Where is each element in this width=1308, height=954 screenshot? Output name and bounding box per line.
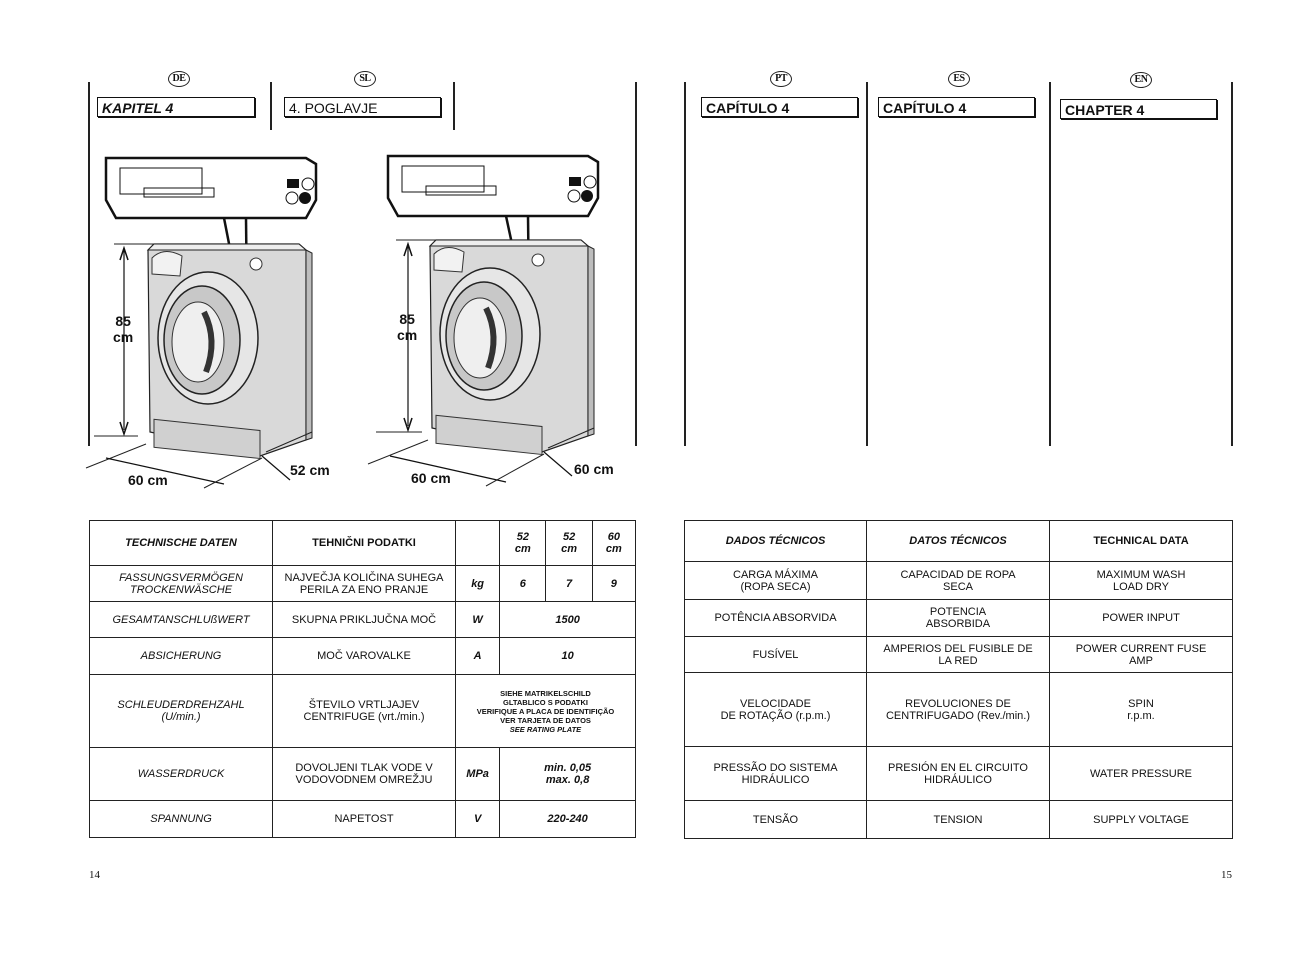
- page-number: 15: [1221, 869, 1232, 881]
- header-cell: TEHNIČNI PODATKI: [273, 521, 456, 566]
- table-cell: SKUPNA PRIKLJUČNA MOČ: [273, 602, 456, 638]
- column-divider: [684, 82, 686, 446]
- table-header-row: [685, 521, 1233, 562]
- table-cell: MAXIMUM WASH LOAD DRY: [1050, 562, 1233, 600]
- language-badge-sl: SL: [354, 71, 376, 87]
- table-row: [90, 801, 636, 838]
- table-cell: FASSUNGSVERMÖGEN TROCKENWÄSCHE: [90, 566, 273, 602]
- table-cell: NAJVEČJA KOLIČINA SUHEGA PERILA ZA ENO PRANJE: [273, 566, 456, 602]
- table-row: [685, 637, 1233, 673]
- table-cell: ABSICHERUNG: [90, 638, 273, 675]
- chapter-title-en: CHAPTER 4: [1060, 99, 1217, 119]
- table-cell: MOČ VAROVALKE: [273, 638, 456, 675]
- table-cell: 6: [500, 566, 546, 602]
- header-cell: [456, 521, 500, 566]
- note-line: SEE RATING PLATE: [509, 724, 582, 734]
- table-row: [90, 748, 636, 801]
- table-cell: TENSÃO: [685, 801, 867, 839]
- table-cell: VELOCIDADE DE ROTAÇÃO (r.p.m.): [685, 673, 867, 747]
- table-cell: GESAMTANSCHLUßWERT: [90, 602, 273, 638]
- note-line: VERIFIQUE A PLACA DE IDENTIFIÇÃO: [476, 706, 615, 716]
- column-divider: [453, 82, 455, 130]
- table-cell: CAPACIDAD DE ROPA SECA: [867, 562, 1050, 600]
- table-cell: SPANNUNG: [90, 801, 273, 838]
- chapter-title-sl: 4. POGLAVJE: [284, 97, 441, 117]
- chapter-title-de: KAPITEL 4: [97, 97, 255, 117]
- table-row: [685, 562, 1233, 600]
- table-cell: W: [456, 602, 500, 638]
- depth-dimension: 60 cm: [574, 461, 614, 477]
- header-cell: 52 cm: [546, 521, 592, 566]
- chapter-title-es: CAPÍTULO 4: [878, 97, 1035, 117]
- note-line: SIEHE MATRIKELSCHILD: [500, 688, 591, 698]
- table-cell: POWER INPUT: [1050, 600, 1233, 637]
- page-number: 14: [89, 869, 100, 881]
- table-cell: POWER CURRENT FUSE AMP: [1050, 637, 1233, 673]
- table-cell: 220-240: [500, 801, 636, 838]
- table-cell: PRESIÓN EN EL CIRCUITO HIDRÁULICO: [867, 747, 1050, 801]
- header-cell: DADOS TÉCNICOS: [685, 521, 867, 562]
- table-row: [90, 638, 636, 675]
- height-dimension: 85 cm: [397, 311, 418, 343]
- table-row: [685, 801, 1233, 839]
- table-cell: MPa: [456, 748, 500, 801]
- table-cell: SUPPLY VOLTAGE: [1050, 801, 1233, 839]
- table-cell: 7: [546, 566, 592, 602]
- table-cell: WASSERDRUCK: [90, 748, 273, 801]
- table-cell: PRESSÃO DO SISTEMA HIDRÁULICO: [685, 747, 867, 801]
- table-cell: POTENCIA ABSORBIDA: [867, 600, 1050, 637]
- table-cell: ŠTEVILO VRTLJAJEV CENTRIFUGE (vrt./min.): [273, 675, 456, 748]
- table-cell: AMPERIOS DEL FUSIBLE DE LA RED: [867, 637, 1050, 673]
- column-divider: [270, 82, 272, 130]
- rating-plate-note: [456, 675, 636, 748]
- table-cell: A: [456, 638, 500, 675]
- table-cell: NAPETOST: [273, 801, 456, 838]
- table-cell: CARGA MÁXIMA (ROPA SECA): [685, 562, 867, 600]
- table-row: [90, 566, 636, 602]
- table-cell: min. 0,05 max. 0,8: [500, 748, 636, 801]
- header-cell: 60 cm: [592, 521, 635, 566]
- note-line: VER TARJETA DE DATOS: [500, 715, 591, 725]
- technical-data-table: [89, 520, 636, 838]
- table-cell: 1500: [500, 602, 636, 638]
- table-row: [685, 747, 1233, 801]
- header-cell: DATOS TÉCNICOS: [867, 521, 1050, 562]
- language-badge-de: DE: [168, 71, 190, 87]
- column-divider: [1049, 82, 1051, 446]
- width-dimension: 60 cm: [128, 472, 168, 488]
- table-cell: FUSÍVEL: [685, 637, 867, 673]
- width-dimension: 60 cm: [411, 470, 451, 486]
- table-row: [90, 675, 636, 748]
- table-cell: V: [456, 801, 500, 838]
- language-badge-pt: PT: [770, 71, 792, 87]
- table-cell: POTÊNCIA ABSORVIDA: [685, 600, 867, 637]
- table-cell: kg: [456, 566, 500, 602]
- note-line: GLTABLICO S PODATKI: [503, 697, 588, 707]
- table-cell: 10: [500, 638, 636, 675]
- technical-data-table: [684, 520, 1233, 839]
- table-cell: SPIN r.p.m.: [1050, 673, 1233, 747]
- table-cell: SCHLEUDERDREHZAHL (U/min.): [90, 675, 273, 748]
- table-header-row: [90, 521, 636, 566]
- table-row: [685, 600, 1233, 637]
- table-cell: TENSION: [867, 801, 1050, 839]
- height-dimension: 85 cm: [113, 313, 134, 345]
- column-divider: [635, 82, 637, 446]
- language-badge-es: ES: [948, 71, 970, 87]
- table-row: [90, 602, 636, 638]
- table-cell: DOVOLJENI TLAK VODE V VODOVODNEM OMREŽJU: [273, 748, 456, 801]
- header-cell: 52 cm: [500, 521, 546, 566]
- depth-dimension: 52 cm: [290, 462, 330, 478]
- language-badge-en: EN: [1130, 72, 1152, 88]
- table-row: [685, 673, 1233, 747]
- table-cell: REVOLUCIONES DE CENTRIFUGADO (Rev./min.): [867, 673, 1050, 747]
- table-cell: WATER PRESSURE: [1050, 747, 1233, 801]
- header-cell: TECHNISCHE DATEN: [90, 521, 273, 566]
- column-divider: [866, 82, 868, 446]
- chapter-title-pt: CAPÍTULO 4: [701, 97, 858, 117]
- header-cell: TECHNICAL DATA: [1050, 521, 1233, 562]
- column-divider: [1231, 82, 1233, 446]
- table-cell: 9: [592, 566, 635, 602]
